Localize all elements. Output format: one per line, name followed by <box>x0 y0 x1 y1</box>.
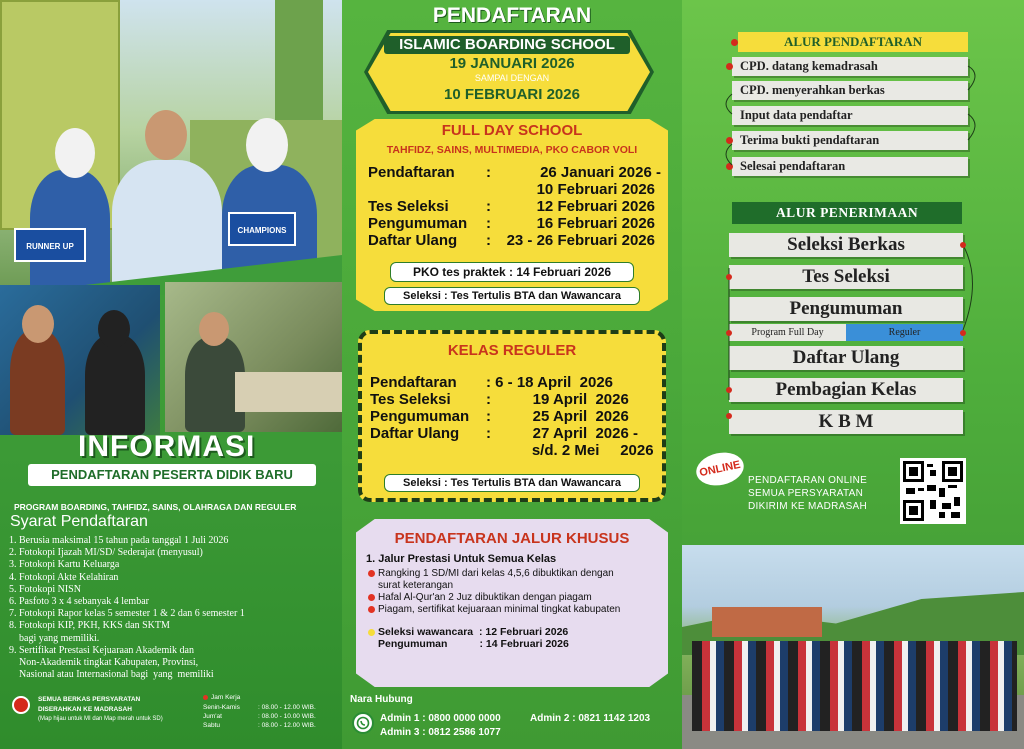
fds-label: Pengumuman <box>368 215 468 232</box>
khusus-title: PENDAFTARAN JALUR KHUSUS <box>394 530 630 547</box>
jam-row <box>203 722 316 729</box>
berkas-line1: SEMUA BERKAS PERSYARATAN <box>38 696 141 703</box>
fds-value: 12 Februari 2026 <box>536 198 655 215</box>
alur-daftar-connectors <box>682 0 1024 180</box>
online-badge: ONLINE <box>693 448 747 489</box>
syarat-item: 7. Fotokopi Rapor kelas 5 semester 1 & 2 dan 6 semester 1 <box>9 608 245 620</box>
fds-value: 23 - 26 Februari 2026 <box>506 232 655 249</box>
jam-title-text: Jam Kerja <box>211 694 241 701</box>
syarat-item: 1. Berusia maksimal 15 tahun pada tanggal 1 Juli 2026 <box>9 535 229 546</box>
flow-dot <box>726 274 732 280</box>
bullet-icon <box>203 695 208 700</box>
reguler-label: Pengumuman <box>370 408 470 425</box>
fds-row <box>364 232 665 249</box>
alur-terima-title: ALUR PENERIMAAN <box>732 202 962 224</box>
online-line3: DIKIRIM KE MADRASAH <box>748 501 868 512</box>
jam-day: Senin-Kamis <box>203 704 240 711</box>
alur-terima-step: Pengumuman <box>729 297 963 321</box>
reguler-row <box>366 391 658 408</box>
woman-black <box>85 335 145 435</box>
alur-daftar-step: CPD. menyerahkan berkas <box>732 81 968 100</box>
fds-sep <box>482 181 495 198</box>
fds-value: 10 Februari 2026 <box>536 181 655 198</box>
left-panel <box>0 0 342 749</box>
man-standing-head <box>199 312 229 346</box>
info-subtitle: PENDAFTARAN PESERTA DIDIK BARU <box>28 464 316 486</box>
flow-dot <box>726 387 732 393</box>
khusus-bullet-text: Piagam, sertifikat kejuaraan minimal tingkat kabupaten <box>378 604 621 615</box>
fds-sep: : <box>486 198 491 215</box>
reguler-seleksi-note: Seleksi : Tes Tertulis BTA dan Wawancara <box>384 474 640 492</box>
jam-row <box>203 713 316 720</box>
fds-subtitle: TAHFIDZ, SAINS, MULTIMEDIA, PKO CABOR VOLI <box>386 144 638 156</box>
reguler-label: Tes Seleksi <box>370 391 451 408</box>
red-dot-icon <box>12 696 30 714</box>
admin-2: Admin 2 : 0821 1142 1203 <box>530 713 651 724</box>
khusus-bullet-cont: surat keterangan <box>378 580 454 591</box>
syarat-item: bagi yang memiliki. <box>9 632 100 644</box>
info-title: INFORMASI <box>78 430 256 463</box>
syarat-item: 5. Fotokopi NISN <box>9 583 81 595</box>
minaret <box>275 0 323 140</box>
alur-terima-step: Seleksi Berkas <box>729 233 963 257</box>
flow-dot <box>726 330 732 336</box>
woman-head <box>98 310 130 348</box>
student-left-head <box>55 128 95 178</box>
syarat-item: 3. Fotokopi Kartu Keluarga <box>9 559 120 571</box>
reguler-row <box>366 408 658 425</box>
pko-note: PKO tes praktek : 14 Februari 2026 <box>390 262 634 282</box>
flow-dot <box>960 330 966 336</box>
registration-photo <box>165 282 342 432</box>
alur-daftar-step: Input data pendaftar <box>732 106 968 125</box>
syarat-item: 9. Sertifikat Prestasi Kejuaraan Akademik dan <box>9 644 194 656</box>
reguler-label: Pendaftaran <box>370 374 457 391</box>
reguler-row <box>366 374 658 391</box>
whatsapp-icon <box>352 712 374 734</box>
reguler-label <box>366 442 482 459</box>
alur-terima-step: Pembagian Kelas <box>729 378 963 402</box>
khusus-item1: 1. Jalur Prestasi Untuk Semua Kelas <box>366 553 557 565</box>
program-list: PROGRAM BOARDING, TAHFIDZ, SAINS, OLAHRAGA DAN REGULER <box>14 502 297 512</box>
boarding-until: SAMPAI DENGAN <box>474 73 550 83</box>
alur-daftar-title: ALUR PENDAFTARAN <box>738 32 968 52</box>
khusus-bullet <box>368 604 620 615</box>
reguler-value: : 19 April 2026 <box>486 391 629 408</box>
registration-table <box>235 372 342 412</box>
bullet-icon <box>368 594 375 601</box>
syarat-item: 2. Fotokopi Ijazah MI/SD/ Sederajat (menyusul) <box>9 547 203 559</box>
alur-terima-connectors <box>682 220 1024 440</box>
reguler-value: s/d. 2 Mei 2026 <box>486 442 654 459</box>
reguler-value: : 6 - 18 April 2026 <box>486 374 614 391</box>
khusus-bullet <box>368 592 592 603</box>
program-reguler: Reguler <box>846 324 963 341</box>
fds-sep: : <box>486 164 491 181</box>
khusus-pengumuman: Pengumuman : 14 Februari 2026 <box>378 638 569 650</box>
syarat-item: 8. Fotokopi KIP, PKH, KKS dan SKTM <box>9 620 170 632</box>
student-right-head <box>246 118 288 172</box>
qr-code-icon[interactable] <box>900 458 966 524</box>
trophy-photo <box>0 285 160 435</box>
syarat-list <box>9 535 339 681</box>
fds-sep: : <box>486 232 491 249</box>
man-batik <box>10 330 65 435</box>
reguler-value: : 25 April 2026 <box>486 408 629 425</box>
pendaftaran-title: PENDAFTARAN <box>432 4 592 27</box>
khusus-bullet-text: Rangking 1 SD/MI dari kelas 4,5,6 dibuktikan dengan <box>378 568 614 579</box>
jam-time: : 08.00 - 12.00 WIB. <box>258 704 316 711</box>
alur-daftar-step: Terima bukti pendaftaran <box>732 131 968 150</box>
alur-daftar-step: CPD. datang kemadrasah <box>732 57 968 76</box>
syarat-item: Nasional atau Internasional bagi yang memiliki <box>9 669 214 681</box>
right-panel <box>682 0 1024 749</box>
reguler-schedule <box>366 374 658 459</box>
reguler-row <box>366 442 658 459</box>
online-line2: SEMUA PERSYARATAN <box>748 488 864 499</box>
fds-row <box>364 215 665 232</box>
champions-certificate: CHAMPIONS <box>228 212 296 246</box>
fds-schedule <box>364 164 665 249</box>
flow-dot <box>726 413 732 419</box>
volleyball-photo <box>682 545 1024 749</box>
fds-label <box>364 181 482 198</box>
jam-day: Jum'at <box>203 713 222 720</box>
boarding-end: 10 FEBRUARI 2026 <box>444 86 580 103</box>
syarat-item: Non-Akademik tingkat Kabupaten, Provinsi, <box>9 657 199 669</box>
admin-1: Admin 1 : 0800 0000 0000 <box>380 713 501 724</box>
fds-label: Pendaftaran <box>368 164 455 181</box>
jam-title <box>203 694 240 701</box>
reguler-row <box>366 425 658 442</box>
admin-3: Admin 3 : 0812 2586 1077 <box>380 727 501 738</box>
fds-seleksi-note: Seleksi : Tes Tertulis BTA dan Wawancara <box>384 287 640 305</box>
khusus-bullet <box>368 568 614 579</box>
khusus-bullet-text: Hafal Al-Qur'an 2 Juz dibuktikan dengan piagam <box>378 592 592 603</box>
jam-day: Sabtu <box>203 722 220 729</box>
fds-row <box>364 198 665 215</box>
fds-row <box>364 164 665 181</box>
fds-label: Daftar Ulang <box>368 232 458 249</box>
boarding-start: 19 JANUARI 2026 <box>449 55 575 72</box>
fds-label: Tes Seleksi <box>368 198 449 215</box>
khusus-wawancara <box>368 626 568 638</box>
alur-terima-step: K B M <box>729 410 963 434</box>
alur-daftar-step: Selesai pendaftaran <box>732 157 968 176</box>
fds-value: 16 Februari 2026 <box>536 215 655 232</box>
bullet-icon <box>368 570 375 577</box>
reguler-title: KELAS REGULER <box>447 342 577 359</box>
fds-title: FULL DAY SCHOOL <box>441 122 583 139</box>
jam-row <box>203 704 316 711</box>
teacher-head <box>145 110 187 160</box>
bullet-icon <box>368 629 375 636</box>
runner-up-certificate: RUNNER UP <box>14 228 86 262</box>
teacher <box>112 160 222 290</box>
syarat-item: 6. Pasfoto 3 x 4 sebanyak 4 lembar <box>9 596 149 608</box>
award-photo <box>0 0 342 290</box>
man-head <box>22 305 54 343</box>
fds-sep: : <box>486 215 491 232</box>
middle-panel <box>342 0 682 749</box>
alur-terima-step: Tes Seleksi <box>729 265 963 289</box>
syarat-item: 4. Fotokopi Akte Kelahiran <box>9 571 119 583</box>
reguler-value: : 27 April 2026 - <box>486 425 638 442</box>
nara-title: Nara Hubung <box>350 694 413 705</box>
team-group <box>692 641 1017 731</box>
program-full-day: Program Full Day <box>729 324 846 341</box>
bullet-icon <box>368 606 375 613</box>
jam-time: : 08.00 - 12.00 WIB. <box>258 722 316 729</box>
fds-row <box>364 181 665 198</box>
khusus-wawancara-text: Seleksi wawancara : 12 Februari 2026 <box>378 626 569 638</box>
boarding-title: ISLAMIC BOARDING SCHOOL <box>384 36 630 54</box>
syarat-title: Syarat Pendaftaran <box>10 513 148 530</box>
online-line1: PENDAFTARAN ONLINE <box>748 475 868 486</box>
berkas-line2: DISERAHKAN KE MADRASAH <box>38 706 132 713</box>
fds-value: 26 Januari 2026 - <box>540 164 661 181</box>
jam-time: : 08.00 - 10.00 WIB. <box>258 713 316 720</box>
flow-dot <box>960 242 966 248</box>
berkas-line3: (Map hijau untuk MI dan Map merah untuk SD) <box>38 716 163 722</box>
building-roof <box>712 607 822 637</box>
reguler-label: Daftar Ulang <box>370 425 460 442</box>
alur-terima-step: Daftar Ulang <box>729 346 963 370</box>
